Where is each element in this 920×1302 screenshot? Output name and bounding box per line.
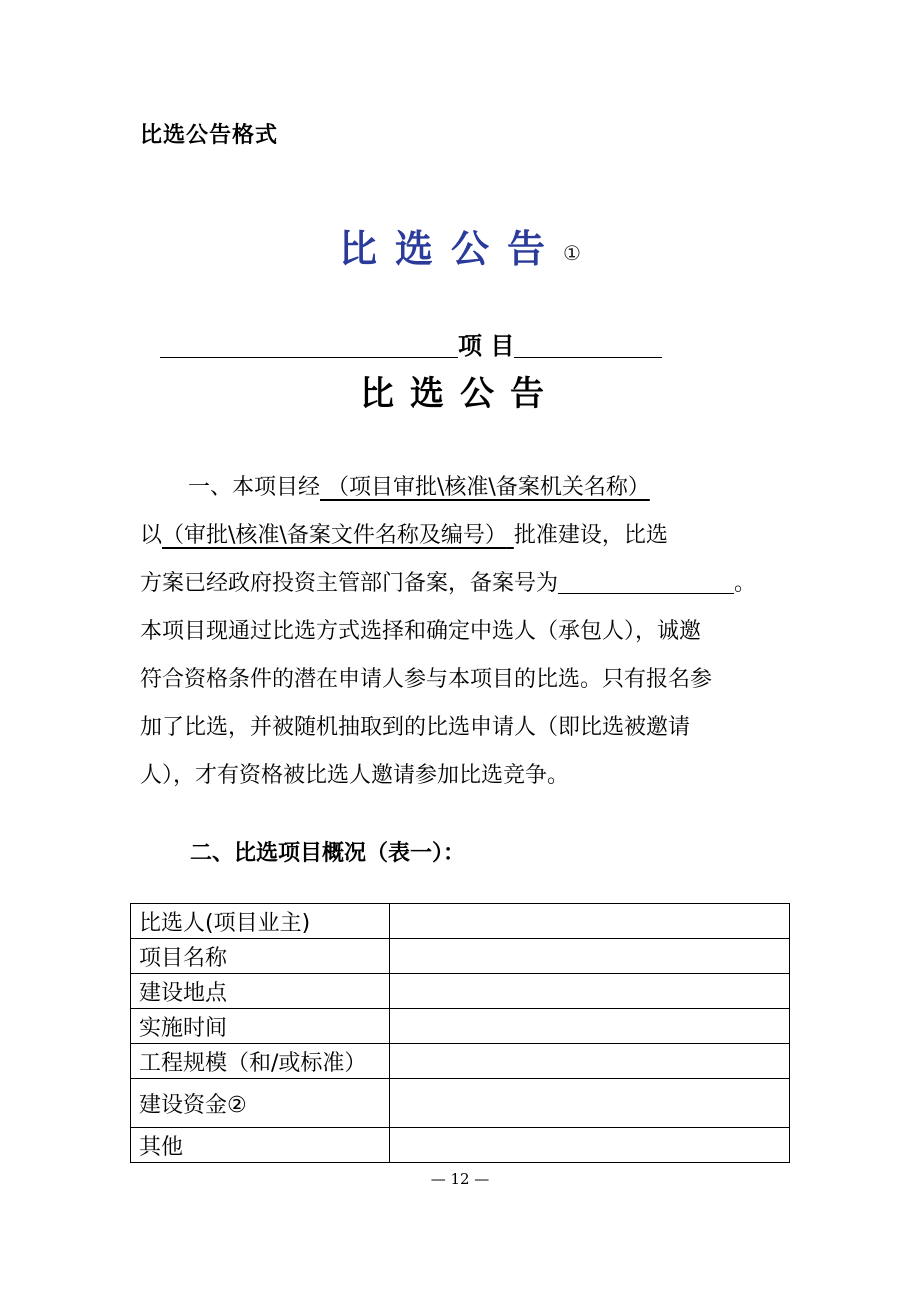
table-row bbox=[131, 904, 790, 939]
row-label: 建设资金② bbox=[131, 1079, 390, 1128]
row-label: 工程规模（和/或标准） bbox=[131, 1044, 390, 1079]
approval-authority-blank bbox=[320, 475, 650, 500]
project-suffix-blank bbox=[514, 333, 662, 358]
main-title bbox=[0, 218, 920, 273]
row-label: 其他 bbox=[131, 1128, 390, 1163]
footnote-mark: ① bbox=[563, 241, 581, 265]
section-2-heading: 二、比选项目概况（表一）： bbox=[190, 841, 466, 866]
line3-text: 方案已经政府投资主管部门备案，备案号为 bbox=[140, 571, 559, 596]
paragraph-line: 加了比选，并被随机抽取到的比选申请人（即比选被邀请 bbox=[140, 715, 691, 740]
table-row bbox=[131, 1079, 790, 1128]
project-name-line bbox=[160, 326, 662, 361]
paragraph-1 bbox=[140, 464, 790, 800]
row-value bbox=[390, 939, 790, 974]
project-name-blank bbox=[160, 333, 458, 358]
approval-document-text: （审批\核准\备案文件名称及编号） bbox=[162, 523, 507, 548]
section-title: 比选公告格式 bbox=[140, 123, 279, 148]
record-number-blank bbox=[558, 573, 734, 594]
table-row bbox=[131, 1044, 790, 1079]
main-title-text: 比选公告 bbox=[339, 227, 564, 271]
line2-prefix: 以 bbox=[140, 523, 163, 548]
paragraph-line bbox=[140, 560, 790, 608]
row-value bbox=[390, 904, 790, 939]
row-label: 实施时间 bbox=[131, 1009, 390, 1044]
page-number: — 12 — bbox=[430, 1170, 490, 1188]
paragraph-line: 人），才有资格被比选人邀请参加比选竞争。 bbox=[140, 763, 570, 788]
line2-suffix: 批准建设，比选 bbox=[513, 523, 668, 548]
project-overview-table bbox=[130, 903, 790, 1163]
row-value bbox=[390, 1009, 790, 1044]
paragraph-line bbox=[140, 512, 790, 560]
table-row bbox=[131, 939, 790, 974]
line3-end: 。 bbox=[734, 571, 757, 596]
paragraph-lead: 一、本项目经 bbox=[188, 475, 321, 500]
paragraph-line: 符合资格条件的潜在申请人参与本项目的比选。只有报名参 bbox=[140, 667, 713, 692]
row-value bbox=[390, 1044, 790, 1079]
paragraph-line bbox=[140, 464, 790, 512]
row-value bbox=[390, 1128, 790, 1163]
table-row bbox=[131, 1128, 790, 1163]
paragraph-line: 本项目现通过比选方式选择和确定中选人（承包人），诚邀 bbox=[140, 619, 702, 644]
table-row bbox=[131, 1009, 790, 1044]
approval-document-blank bbox=[162, 523, 514, 548]
row-label: 比选人(项目业主) bbox=[131, 904, 390, 939]
project-label: 项 目 bbox=[458, 332, 515, 360]
row-value bbox=[390, 974, 790, 1009]
announcement-subtitle: 比选公告 bbox=[360, 374, 560, 414]
approval-authority-text: （项目审批\核准\备案机关名称） bbox=[327, 475, 650, 500]
row-label: 建设地点 bbox=[131, 974, 390, 1009]
row-label: 项目名称 bbox=[131, 939, 390, 974]
table-row bbox=[131, 974, 790, 1009]
row-value bbox=[390, 1079, 790, 1128]
